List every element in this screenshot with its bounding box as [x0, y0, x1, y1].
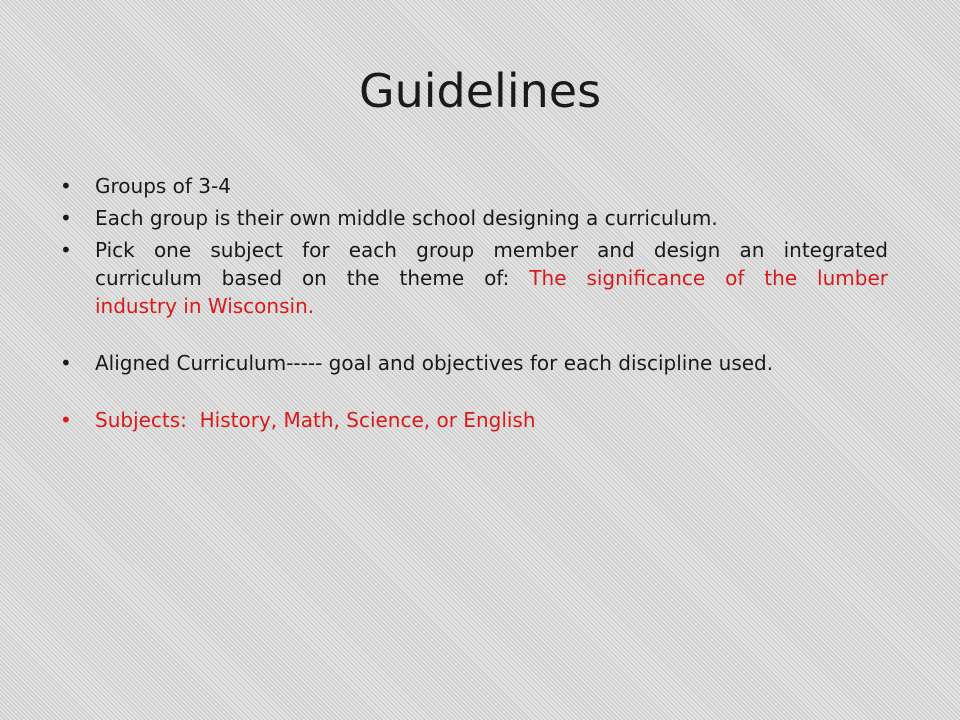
bullet-text-line-2: [95, 264, 888, 292]
theme-highlight-text-continued: industry in Wisconsin.: [95, 294, 315, 318]
bullet-item-aligned-curriculum: [58, 349, 888, 377]
bullet-item-each-group: [58, 204, 888, 232]
bullet-text: Each group is their own middle school designing a curriculum.: [95, 206, 718, 230]
bullet-marker: •: [60, 408, 72, 432]
bullet-text: Groups of 3-4: [95, 174, 231, 198]
bullet-text-line-1: Pick one subject for each group member and design an integrated: [95, 238, 888, 262]
bullet-list: [58, 170, 888, 434]
bullet-marker: •: [60, 174, 72, 198]
bullet-marker: •: [60, 351, 72, 375]
bullet-marker: •: [60, 206, 72, 230]
theme-highlight-text: The significance of the lumber: [529, 266, 888, 290]
subjects-text: Subjects: History, Math, Science, or English: [95, 408, 536, 432]
bullet-text: Aligned Curriculum----- goal and objectives for each discipline used.: [95, 351, 774, 375]
bullet-item-subjects: [58, 406, 888, 434]
bullet-marker: •: [60, 238, 72, 262]
bullet-item-groups: [58, 172, 888, 200]
bullet-text-plain: curriculum based on the theme of:: [95, 266, 530, 290]
bullet-item-pick-subject: [58, 236, 888, 320]
slide-title: Guidelines: [358, 64, 602, 118]
